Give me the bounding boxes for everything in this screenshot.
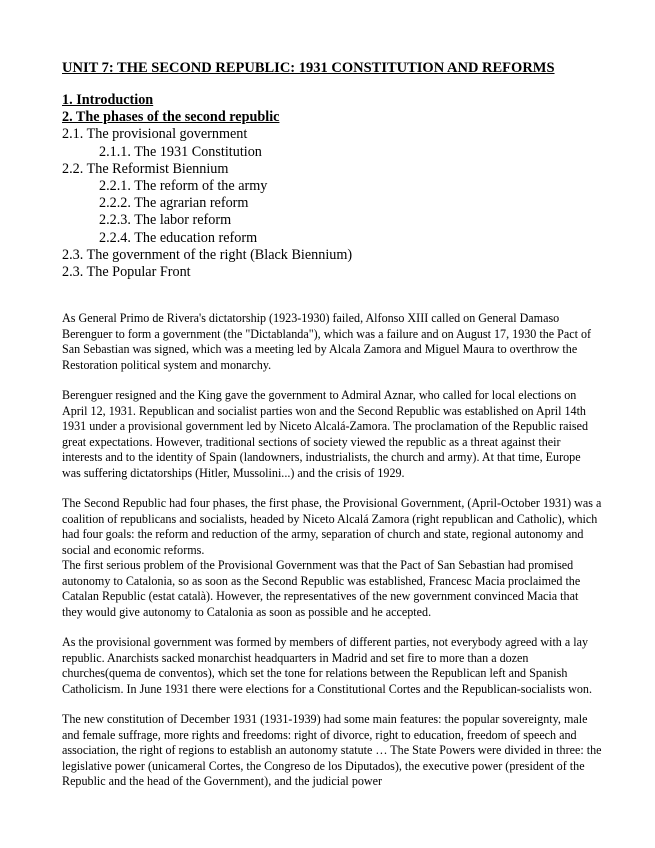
toc-item: 2.1. The provisional government bbox=[62, 126, 248, 143]
toc-item: 2.2.3. The labor reform bbox=[99, 212, 232, 229]
toc-item: 2.2.4. The education reform bbox=[99, 229, 258, 246]
paragraph: The Second Republic had four phases, the first phase, the Provisional Government, (April-October 1931) was a coalition of republicans and socialists, headed by Niceto Alcalá Zamora (right republican and Catholic), which had four goals: the reform and reduction of the army, separation of church and state, regional autonomy and social and economic reforms. bbox=[62, 496, 602, 557]
toc-item: 2. The phases of the second republic bbox=[62, 109, 280, 126]
paragraph: Berenguer resigned and the King gave the government to Admiral Aznar, who called for local elections on April 12, 1931. Republican and socialist parties won and the Second Republic was established on April 14th 1931 under a provisional government led by Niceto Alcalá-Zamora. The proclamation of the Republic raised great expectations. However, traditional sections of society viewed the republic as a threat against their interests and to the identity of Spain (landowners, industrialists, the church and army). At that time, Europe was suffering dictatorships (Hitler, Mussolini...) and the crisis of 1929. bbox=[62, 388, 589, 480]
toc-item: 2.3. The government of the right (Black Biennium) bbox=[62, 246, 353, 263]
toc-item: 2.2.2. The agrarian reform bbox=[99, 195, 249, 212]
table-of-contents bbox=[62, 92, 602, 281]
paragraph: The new constitution of December 1931 (1931-1939) had some main features: the popular sovereignty, male and female suffrage, more rights and freedoms: right of divorce, right to education, freedom of speech and association, the right of regions to establish an autonomy statute … The State Powers were divided in three: the legislative power (unicameral Cortes, the Congreso de los Diputados), the executive power (president of the Republic and the head of the Government), and the judicial power bbox=[62, 712, 602, 788]
toc-item: 1. Introduction bbox=[62, 92, 154, 108]
paragraph: As the provisional government was formed by members of different parties, not everybody agreed with a lay republic. Anarchists sacked monarchist headquarters in Madrid and set fire to more than a dozen churches(quema de conventos), which set the tone for relations between the Republican left and Spanish Catholicism. In June 1931 there were elections for a Constitutional Cortes and the Republican-socialists won. bbox=[62, 635, 592, 696]
document-body bbox=[62, 311, 602, 790]
document-header bbox=[62, 58, 602, 281]
toc-item: 2.1.1. The 1931 Constitution bbox=[99, 143, 262, 160]
document-title: UNIT 7: THE SECOND REPUBLIC: 1931 CONSTITUTION AND REFORMS bbox=[62, 60, 555, 76]
toc-item: 2.2.1. The reform of the army bbox=[99, 178, 268, 195]
paragraph: The first serious problem of the Provisional Government was that the Pact of San Sebastian had promised autonomy to Catalonia, so as soon as the Second Republic was established, Francesc Macia proclaimed the Catalan Republic (estat català). However, the representatives of the new government convinced Macia that they would give autonomy to Catalonia as soon as possible and he accepted. bbox=[62, 558, 581, 619]
toc-item: 2.3. The Popular Front bbox=[62, 264, 191, 281]
toc-item: 2.2. The Reformist Biennium bbox=[62, 160, 229, 177]
paragraph: As General Primo de Rivera's dictatorship (1923-1930) failed, Alfonso XIII called on General Damaso Berenguer to form a government (the "Dictablanda"), which was a failure and on August 17, 1930 the Pact of San Sebastian was signed, which was a meeting led by Alcala Zamora and Miguel Maura to overthrow the Restoration political system and monarchy. bbox=[62, 311, 592, 372]
